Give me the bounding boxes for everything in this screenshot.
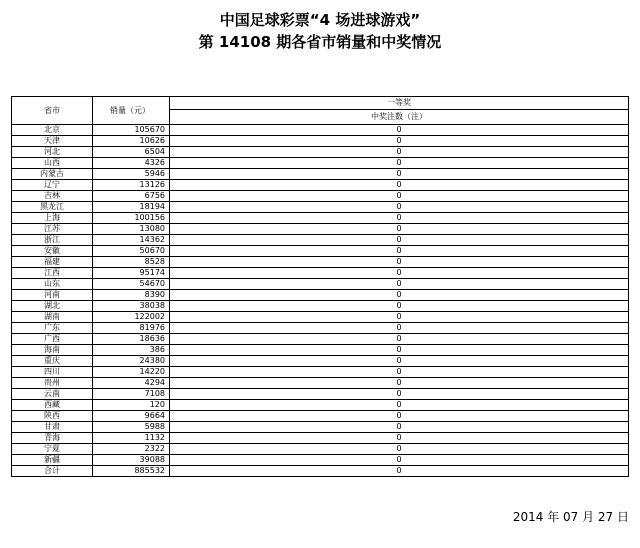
sales-cell: 18636 xyxy=(93,334,170,345)
province-cell: 甘肃 xyxy=(12,422,93,433)
header-prize-count: 中奖注数（注） xyxy=(170,110,629,125)
table-row xyxy=(12,356,629,367)
sales-cell: 13080 xyxy=(93,224,170,235)
table-row xyxy=(12,158,629,169)
table-row xyxy=(12,466,629,477)
province-cell: 内蒙古 xyxy=(12,169,93,180)
table-row xyxy=(12,202,629,213)
winners-cell: 0 xyxy=(170,180,629,191)
sales-cell: 81976 xyxy=(93,323,170,334)
winners-cell: 0 xyxy=(170,444,629,455)
sales-table xyxy=(11,96,629,477)
province-cell: 江西 xyxy=(12,268,93,279)
sales-cell: 100156 xyxy=(93,213,170,224)
province-cell: 河南 xyxy=(12,290,93,301)
province-cell: 福建 xyxy=(12,257,93,268)
table-body xyxy=(12,125,629,477)
table-row xyxy=(12,213,629,224)
table-row xyxy=(12,279,629,290)
province-cell: 北京 xyxy=(12,125,93,136)
table-row xyxy=(12,433,629,444)
winners-cell: 0 xyxy=(170,136,629,147)
table-row xyxy=(12,301,629,312)
table-row xyxy=(12,169,629,180)
winners-cell: 0 xyxy=(170,246,629,257)
sales-cell: 39088 xyxy=(93,455,170,466)
winners-cell: 0 xyxy=(170,235,629,246)
table-row xyxy=(12,345,629,356)
table-row xyxy=(12,235,629,246)
table-row xyxy=(12,334,629,345)
sales-cell: 14220 xyxy=(93,367,170,378)
report-title: 中国足球彩票“4 场进球游戏” xyxy=(219,11,421,29)
winners-cell: 0 xyxy=(170,290,629,301)
winners-cell: 0 xyxy=(170,158,629,169)
winners-cell: 0 xyxy=(170,389,629,400)
province-cell: 江苏 xyxy=(12,224,93,235)
winners-cell: 0 xyxy=(170,312,629,323)
winners-cell: 0 xyxy=(170,433,629,444)
province-cell: 辽宁 xyxy=(12,180,93,191)
sales-cell: 38038 xyxy=(93,301,170,312)
province-cell: 山西 xyxy=(12,158,93,169)
province-cell: 上海 xyxy=(12,213,93,224)
table-row xyxy=(12,191,629,202)
table-row xyxy=(12,257,629,268)
province-cell: 重庆 xyxy=(12,356,93,367)
province-cell: 河北 xyxy=(12,147,93,158)
province-cell: 青海 xyxy=(12,433,93,444)
winners-cell: 0 xyxy=(170,268,629,279)
table-row xyxy=(12,411,629,422)
winners-cell: 0 xyxy=(170,147,629,158)
table-row xyxy=(12,323,629,334)
province-cell: 广东 xyxy=(12,323,93,334)
province-cell: 山东 xyxy=(12,279,93,290)
province-cell: 吉林 xyxy=(12,191,93,202)
winners-cell: 0 xyxy=(170,257,629,268)
province-cell: 海南 xyxy=(12,345,93,356)
winners-cell: 0 xyxy=(170,323,629,334)
header-prize-tier: 一等奖 xyxy=(170,97,629,110)
sales-cell: 7108 xyxy=(93,389,170,400)
table-row xyxy=(12,389,629,400)
table-row xyxy=(12,136,629,147)
winners-cell: 0 xyxy=(170,455,629,466)
sales-cell: 386 xyxy=(93,345,170,356)
report-date: 2014 年 07 月 27 日 xyxy=(512,510,629,524)
table-row xyxy=(12,246,629,257)
sales-cell: 4294 xyxy=(93,378,170,389)
winners-cell: 0 xyxy=(170,466,629,477)
sales-cell: 2322 xyxy=(93,444,170,455)
sales-cell: 24380 xyxy=(93,356,170,367)
province-cell: 新疆 xyxy=(12,455,93,466)
winners-cell: 0 xyxy=(170,202,629,213)
winners-cell: 0 xyxy=(170,125,629,136)
province-cell: 黑龙江 xyxy=(12,202,93,213)
province-cell: 西藏 xyxy=(12,400,93,411)
winners-cell: 0 xyxy=(170,356,629,367)
report-subtitle: 第 14108 期各省市销量和中奖情况 xyxy=(198,33,442,51)
table-row xyxy=(12,444,629,455)
sales-cell: 885532 xyxy=(93,466,170,477)
winners-cell: 0 xyxy=(170,378,629,389)
table-row xyxy=(12,400,629,411)
province-cell: 安徽 xyxy=(12,246,93,257)
winners-cell: 0 xyxy=(170,334,629,345)
table-row xyxy=(12,455,629,466)
sales-cell: 10626 xyxy=(93,136,170,147)
sales-cell: 122002 xyxy=(93,312,170,323)
sales-cell: 105670 xyxy=(93,125,170,136)
province-cell: 广西 xyxy=(12,334,93,345)
table-row xyxy=(12,125,629,136)
province-cell: 天津 xyxy=(12,136,93,147)
province-cell: 湖北 xyxy=(12,301,93,312)
table-row xyxy=(12,378,629,389)
table-row xyxy=(12,290,629,301)
province-cell: 合计 xyxy=(12,466,93,477)
sales-cell: 5946 xyxy=(93,169,170,180)
winners-cell: 0 xyxy=(170,213,629,224)
province-cell: 宁夏 xyxy=(12,444,93,455)
sales-cell: 9664 xyxy=(93,411,170,422)
winners-cell: 0 xyxy=(170,279,629,290)
table-row xyxy=(12,268,629,279)
sales-cell: 18194 xyxy=(93,202,170,213)
province-cell: 浙江 xyxy=(12,235,93,246)
winners-cell: 0 xyxy=(170,367,629,378)
sales-cell: 1132 xyxy=(93,433,170,444)
sales-cell: 54670 xyxy=(93,279,170,290)
winners-cell: 0 xyxy=(170,400,629,411)
sales-cell: 4326 xyxy=(93,158,170,169)
sales-cell: 8528 xyxy=(93,257,170,268)
winners-cell: 0 xyxy=(170,191,629,202)
winners-cell: 0 xyxy=(170,169,629,180)
sales-cell: 120 xyxy=(93,400,170,411)
province-cell: 陕西 xyxy=(12,411,93,422)
winners-cell: 0 xyxy=(170,411,629,422)
table-row xyxy=(12,147,629,158)
sales-cell: 14362 xyxy=(93,235,170,246)
header-province: 省市 xyxy=(12,97,93,125)
sales-cell: 95174 xyxy=(93,268,170,279)
table-row xyxy=(12,312,629,323)
table-row xyxy=(12,224,629,235)
province-cell: 湖南 xyxy=(12,312,93,323)
sales-cell: 50670 xyxy=(93,246,170,257)
winners-cell: 0 xyxy=(170,224,629,235)
sales-cell: 13126 xyxy=(93,180,170,191)
winners-cell: 0 xyxy=(170,301,629,312)
table-row xyxy=(12,180,629,191)
winners-cell: 0 xyxy=(170,422,629,433)
winners-cell: 0 xyxy=(170,345,629,356)
sales-cell: 6504 xyxy=(93,147,170,158)
table-row xyxy=(12,367,629,378)
province-cell: 云南 xyxy=(12,389,93,400)
table-row xyxy=(12,422,629,433)
province-cell: 四川 xyxy=(12,367,93,378)
sales-cell: 8390 xyxy=(93,290,170,301)
sales-cell: 6756 xyxy=(93,191,170,202)
header-sales: 销量（元） xyxy=(93,97,170,125)
sales-cell: 5988 xyxy=(93,422,170,433)
province-cell: 贵州 xyxy=(12,378,93,389)
